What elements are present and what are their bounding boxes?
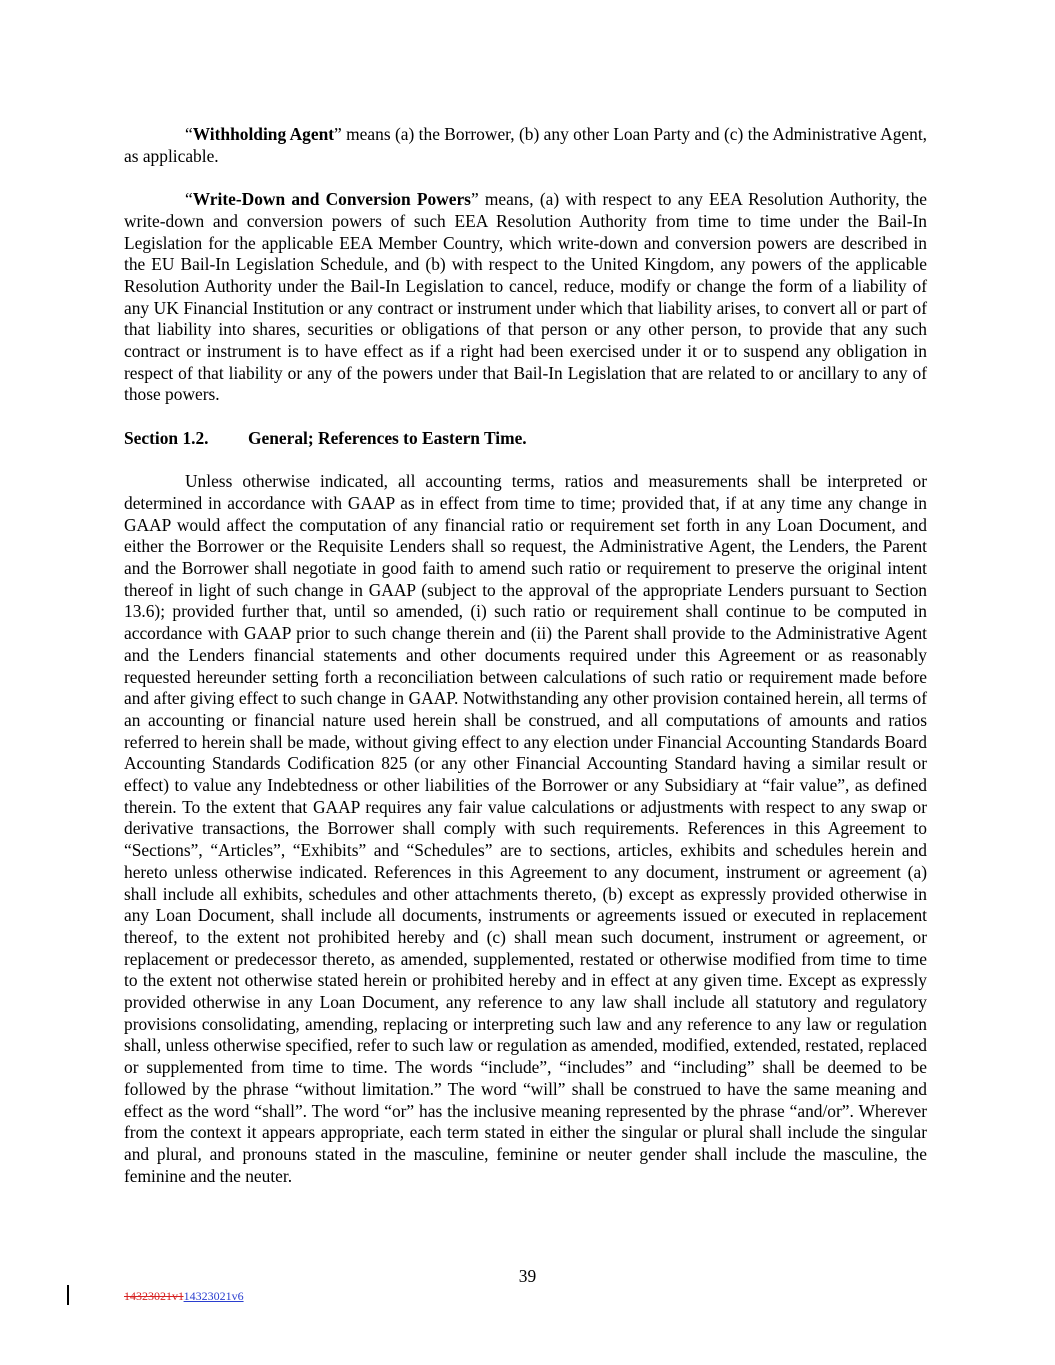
defined-term: Withholding Agent <box>192 124 335 144</box>
document-id <box>124 1289 244 1304</box>
doc-id-deleted: 14323021v1 <box>124 1289 184 1303</box>
definition-text: ” means (a) the Borrower, (b) any other Loan Party and (c) the Administrative Agent, as applicable. <box>124 124 927 166</box>
section-number: Section 1.2. <box>124 427 209 448</box>
definition-text: ” means, (a) with respect to any EEA Resolution Authority, the write-down and conversion powers of such EEA Resolution Authority from time to time under the Bail-In Legislation for the applicable EEA Member Country, which write-down and conversion powers are described in the EU Bail-In Legislation Schedule, and (b) with respect to the United Kingdom, any powers of the applicable Resolution Authority under the Bail-In Legislation to cancel, reduce, modify or change the form of a liability of any UK Financial Institution or any contract or instrument under which that liability arises, to convert all or part of that liability into shares, securities or obligations of that person or any other person, to provide that any such contract or instrument is to have effect as if a right had been exercised under it or to suspend any obligation in respect of that liability or any of the powers under that Bail-In Legislation that are related to or ancillary to any of those powers. <box>124 189 927 405</box>
section-heading <box>124 428 927 450</box>
open-quote: “ <box>185 189 193 210</box>
page-number: 39 <box>518 1266 537 1286</box>
definition-write-down-powers <box>124 189 927 406</box>
revision-change-bar <box>67 1285 69 1305</box>
definition-withholding-agent <box>124 124 927 167</box>
open-quote: “ <box>185 124 193 144</box>
section-body: Unless otherwise indicated, all accounting terms, ratios and measurements shall be interpreted or determined in accordance with GAAP as in effect from time to time; provided that, if at any time any change in GAAP would affect the computation of any financial ratio or requirement set forth in any Loan Document, and either the Borrower or the Requisite Lenders shall so request, the Administrative Agent, the Lenders, the Parent and the Borrower shall negotiate in good faith to amend such ratio or requirement to preserve the original intent thereof in light of such change in GAAP (subject to the approval of the appropriate Lenders pursuant to Section 13.6); provided further that, until so amended, (i) such ratio or requirement shall continue to be computed in accordance with GAAP prior to such change therein and (ii) the Parent shall provide to the Administrative Agent and the Lenders financial statements and other documents required under this Agreement or as reasonably requested hereunder setting forth a reconciliation between calculations of such ratio or requirement made before and after giving effect to such change in GAAP. Notwithstanding any other provision contained herein, all terms of an accounting or financial nature used herein shall be construed, and all computations of amounts and ratios referred to herein shall be made, without giving effect to any election under Financial Accounting Standards Board Accounting Standards Codification 825 (or any other Financial Accounting Standard having a similar result or effect) to value any Indebtedness or other liabilities of the Borrower or any Subsidiary at “fair value”, as defined therein. To the extent that GAAP requires any fair value calculations or adjustments with respect to any swap or derivative transactions, the Borrower shall comply with such requirements. References in this Agreement to “Sections”, “Articles”, “Exhibits” and “Schedules” are to sections, articles, exhibits and schedules herein and hereto unless otherwise indicated. References in this Agreement to any document, instrument or agreement (a) shall include all exhibits, schedules and other attachments thereto, (b) except as expressly provided otherwise in any Loan Document, shall include all documents, instruments or agreements issued or executed in replacement thereof, to the extent not prohibited hereby and (c) shall mean such document, instrument or agreement, or replacement or predecessor thereto, as amended, supplemented, restated or otherwise modified from time to time to the extent not otherwise stated herein or prohibited hereby and in effect at any given time. Except as expressly provided otherwise in any Loan Document, any reference to any law shall include all statutory and regulatory provisions consolidating, amending, replacing or interpreting such law and any reference to any law or regulation shall, unless otherwise specified, refer to such law or regulation as amended, modified, extended, restated, replaced or supplemented from time to time. The words “include”, “includes” and “including” shall be deemed to be followed by the phrase “without limitation.” The word “will” shall be construed to have the same meaning and effect as the word “shall”. The word “or” has the inclusive meaning represented by the phrase “and/or”. Wherever from the context it appears appropriate, each term stated in either the singular or plural shall include the singular and plural, and pronouns stated in the masculine, feminine or neuter gender shall include the masculine, the feminine and the neuter. <box>124 471 927 1186</box>
section-title: General; References to Eastern Time. <box>248 427 527 448</box>
doc-id-inserted: 14323021v6 <box>183 1289 244 1303</box>
page-body <box>124 124 927 1209</box>
defined-term: Write-Down and Conversion Powers <box>192 189 471 210</box>
